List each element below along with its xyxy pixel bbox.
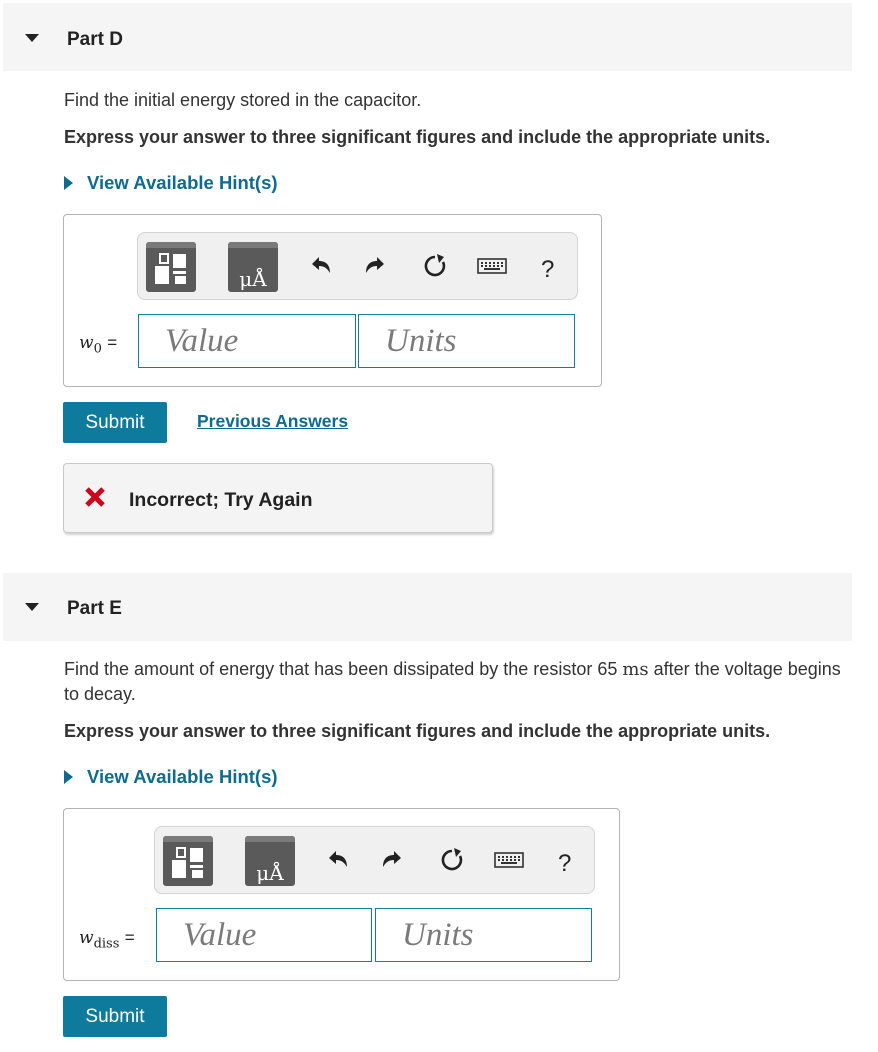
value-input[interactable]: Value [156, 908, 372, 962]
part-e-hint-link[interactable] [64, 766, 278, 788]
help-button[interactable]: ? [541, 256, 555, 283]
keyboard-button[interactable] [476, 250, 508, 282]
undo-button[interactable] [305, 250, 337, 282]
reset-icon [439, 847, 465, 873]
hint-label: View Available Hint(s) [87, 172, 278, 193]
part-d-title: Part D [67, 29, 123, 50]
undo-icon [309, 254, 333, 278]
units-input[interactable]: Units [375, 908, 592, 962]
help-button[interactable]: ? [558, 850, 572, 877]
part-d-instruction: Express your answer to three significant figures and include the appropriate units. [64, 127, 771, 147]
keyboard-icon [477, 258, 507, 274]
reset-button[interactable] [436, 844, 468, 876]
part-d-submit-button[interactable]: Submit [63, 402, 167, 443]
keyboard-button[interactable] [493, 844, 525, 876]
units-icon [228, 242, 278, 292]
undo-icon [326, 848, 350, 872]
units-input[interactable]: Units [358, 314, 575, 368]
hint-label: View Available Hint(s) [87, 766, 278, 787]
reset-icon [422, 253, 448, 279]
math-toolbar [154, 826, 595, 894]
incorrect-x-icon [84, 486, 106, 508]
variable-label: $w_{diss}$ = [79, 928, 135, 952]
svg-text:μÅ: μÅ [256, 861, 284, 885]
templates-button[interactable] [146, 242, 196, 292]
previous-answers-link[interactable]: Previous Answers [197, 411, 349, 431]
redo-button[interactable] [376, 844, 408, 876]
reset-button[interactable] [419, 250, 451, 282]
collapse-caret-icon[interactable] [25, 34, 39, 42]
part-e-header[interactable] [3, 573, 852, 641]
templates-button[interactable] [163, 836, 213, 886]
svg-text:μÅ: μÅ [239, 267, 267, 291]
part-d-hint-link[interactable] [64, 172, 278, 194]
undo-button[interactable] [322, 844, 354, 876]
value-input[interactable]: Value [138, 314, 356, 368]
expand-triangle-icon [64, 770, 73, 784]
units-icon [245, 836, 295, 886]
redo-icon [363, 254, 387, 278]
feedback-box [63, 463, 493, 533]
redo-button[interactable] [359, 250, 391, 282]
collapse-caret-icon[interactable] [25, 603, 39, 611]
part-e-answer-box [63, 808, 620, 981]
units-button[interactable] [228, 242, 278, 292]
templates-icon [146, 242, 196, 292]
expand-triangle-icon [64, 176, 73, 190]
units-button[interactable] [245, 836, 295, 886]
part-e-prompt: Find the amount of energy that has been dissipated by the resistor 65 ms after the voltage begins to decay. [64, 659, 841, 704]
variable-label: $w_0$ = [79, 333, 118, 357]
math-toolbar [137, 232, 578, 300]
part-d-prompt: Find the initial energy stored in the capacitor. [64, 90, 422, 110]
part-d-header[interactable] [3, 3, 852, 71]
part-d-answer-box [63, 214, 602, 387]
part-e-submit-button[interactable]: Submit [63, 996, 167, 1037]
keyboard-icon [494, 852, 524, 868]
part-e-title: Part E [67, 598, 122, 619]
feedback-message: Incorrect; Try Again [129, 489, 313, 511]
redo-icon [380, 848, 404, 872]
templates-icon [163, 836, 213, 886]
part-e-instruction: Express your answer to three significant figures and include the appropriate units. [64, 721, 771, 741]
